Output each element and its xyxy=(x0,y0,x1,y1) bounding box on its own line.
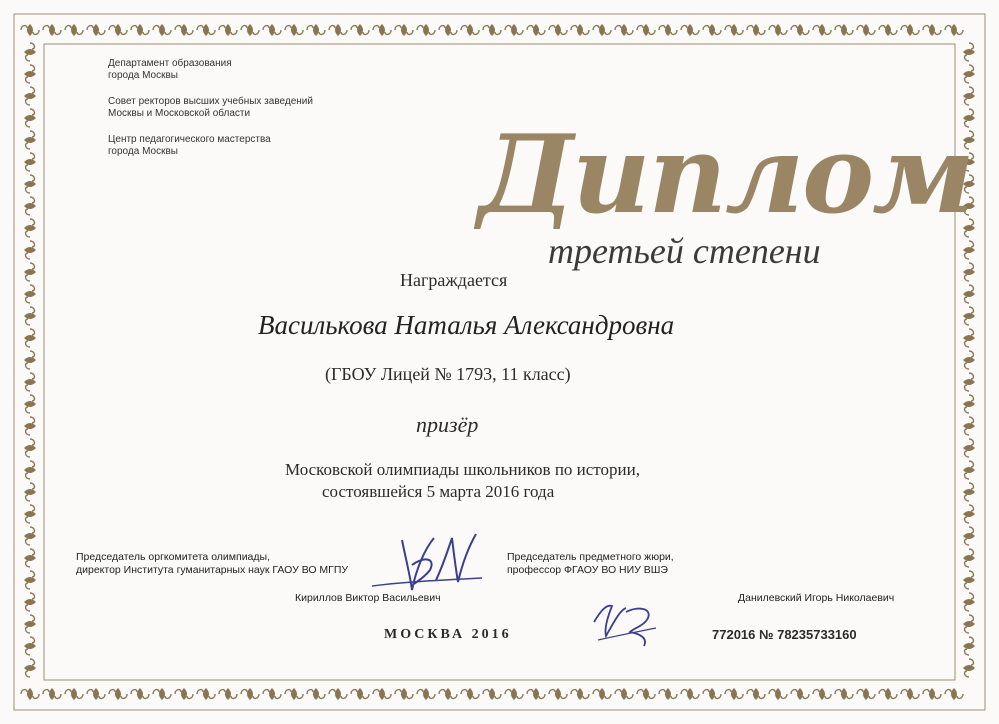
border-motif xyxy=(241,24,259,36)
border-motif xyxy=(43,24,61,36)
role-line: Председатель предметного жюри, xyxy=(507,551,674,563)
border-motif xyxy=(857,24,875,36)
role-line: директор Института гуманитарных наук ГАОУ ВО МГПУ xyxy=(76,564,349,576)
border-motif xyxy=(963,571,975,589)
border-motif xyxy=(241,688,259,700)
border-motif xyxy=(395,24,413,36)
border-motif xyxy=(461,24,479,36)
border-motif xyxy=(615,688,633,700)
border-motif xyxy=(483,24,501,36)
issuer-line: Совет ректоров высших учебных заведений xyxy=(108,96,313,107)
border-motif xyxy=(417,24,435,36)
border-motif xyxy=(879,24,897,36)
border-motif xyxy=(963,593,975,611)
issuer-rectors-council xyxy=(108,96,368,120)
border-motif xyxy=(571,24,589,36)
border-motif xyxy=(329,24,347,36)
border-motif xyxy=(153,24,171,36)
border-motif xyxy=(21,688,39,700)
border-motif xyxy=(963,439,975,457)
issuer-list xyxy=(108,58,368,172)
border-motif xyxy=(835,688,853,700)
border-motif xyxy=(963,461,975,479)
border-motif xyxy=(593,24,611,36)
border-motif xyxy=(725,24,743,36)
issuer-line: Центр педагогического мастерства xyxy=(108,134,271,145)
issuer-dept-education xyxy=(108,58,368,82)
border-motif xyxy=(963,373,975,391)
border-motif xyxy=(703,24,721,36)
border-motif xyxy=(373,688,391,700)
border-motif xyxy=(109,688,127,700)
border-motif xyxy=(879,688,897,700)
right-handwritten-signature xyxy=(586,592,666,652)
role-line: Председатель оргкомитета олимпиады, xyxy=(76,551,270,563)
border-motif xyxy=(24,219,36,237)
border-motif xyxy=(637,688,655,700)
border-motif xyxy=(637,24,655,36)
border-motif xyxy=(901,688,919,700)
diploma-serial-number: 772016 № 78235733160 xyxy=(712,627,857,642)
border-motif xyxy=(87,688,105,700)
border-motif xyxy=(945,688,963,700)
border-motif xyxy=(439,688,457,700)
border-motif xyxy=(963,417,975,435)
border-motif xyxy=(681,24,699,36)
left-signatory-role xyxy=(76,551,348,577)
border-motif xyxy=(175,688,193,700)
border-motif xyxy=(24,263,36,281)
border-motif xyxy=(769,688,787,700)
border-motif xyxy=(21,24,39,36)
border-motif xyxy=(285,688,303,700)
border-motif xyxy=(24,241,36,259)
border-motif xyxy=(351,688,369,700)
border-motif xyxy=(131,24,149,36)
border-motif xyxy=(24,439,36,457)
event-date: состоявшейся 5 марта 2016 года xyxy=(322,482,555,501)
border-motif xyxy=(24,461,36,479)
border-motif xyxy=(417,688,435,700)
border-motif xyxy=(24,637,36,655)
border-motif xyxy=(263,24,281,36)
border-motif xyxy=(963,307,975,325)
border-motif xyxy=(24,373,36,391)
border-motif xyxy=(439,24,457,36)
border-motif xyxy=(65,688,83,700)
border-motif xyxy=(153,688,171,700)
border-motif xyxy=(24,351,36,369)
event-description: Московской олимпиады школьников по истории, xyxy=(285,460,640,479)
border-motif xyxy=(329,688,347,700)
diploma-degree: третьей степени xyxy=(548,231,821,271)
border-motif xyxy=(24,87,36,105)
border-motif xyxy=(24,659,36,677)
border-motif xyxy=(175,24,193,36)
border-motif xyxy=(963,505,975,523)
right-signatory-role xyxy=(507,551,674,577)
border-motif xyxy=(24,285,36,303)
border-motif xyxy=(24,109,36,127)
border-motif xyxy=(963,659,975,677)
border-motif xyxy=(963,241,975,259)
border-motif xyxy=(24,43,36,61)
border-motif xyxy=(791,688,809,700)
border-motif xyxy=(549,24,567,36)
border-motif xyxy=(963,263,975,281)
border-motif xyxy=(307,24,325,36)
border-motif xyxy=(963,549,975,567)
border-motif xyxy=(24,593,36,611)
awarded-label: Награждается xyxy=(400,270,508,290)
border-motif xyxy=(483,688,501,700)
issuer-line: Москвы и Московской области xyxy=(108,108,251,119)
border-motif xyxy=(197,24,215,36)
border-motif xyxy=(131,688,149,700)
left-signatory-name: Кириллов Виктор Васильевич xyxy=(295,592,441,604)
recipient-school: (ГБОУ Лицей № 1793, 11 класс) xyxy=(325,364,571,384)
border-motif xyxy=(549,688,567,700)
border-motif xyxy=(963,65,975,83)
border-motif xyxy=(24,307,36,325)
border-motif xyxy=(963,351,975,369)
border-motif xyxy=(963,483,975,501)
border-motif xyxy=(963,527,975,545)
role-line: профессор ФГАОУ ВО НИУ ВШЭ xyxy=(507,564,668,576)
border-motif xyxy=(593,688,611,700)
border-motif xyxy=(963,395,975,413)
border-motif xyxy=(901,24,919,36)
border-motif xyxy=(835,24,853,36)
city-year: МОСКВА 2016 xyxy=(384,627,512,642)
border-motif xyxy=(659,24,677,36)
border-motif xyxy=(219,24,237,36)
border-motif xyxy=(945,24,963,36)
border-motif xyxy=(351,24,369,36)
border-motif xyxy=(24,483,36,501)
border-motif xyxy=(24,175,36,193)
issuer-line: Департамент образования xyxy=(108,58,232,69)
border-motif xyxy=(963,87,975,105)
border-motif xyxy=(747,688,765,700)
border-motif xyxy=(857,688,875,700)
border-motif xyxy=(681,688,699,700)
issuer-line: города Москвы xyxy=(108,146,178,157)
border-motif xyxy=(963,615,975,633)
border-motif xyxy=(571,688,589,700)
border-motif xyxy=(43,688,61,700)
border-motif xyxy=(307,688,325,700)
border-motif xyxy=(285,24,303,36)
border-motif xyxy=(24,571,36,589)
border-motif xyxy=(813,24,831,36)
recipient-name: Василькова Наталья Александровна xyxy=(258,310,675,340)
border-motif xyxy=(659,688,677,700)
issuer-line: города Москвы xyxy=(108,70,178,81)
border-motif xyxy=(813,688,831,700)
border-motif xyxy=(527,688,545,700)
border-motif xyxy=(24,197,36,215)
border-motif xyxy=(703,688,721,700)
border-motif xyxy=(923,688,941,700)
border-motif xyxy=(505,24,523,36)
border-motif xyxy=(263,688,281,700)
left-handwritten-signature xyxy=(372,520,492,600)
border-motif xyxy=(197,688,215,700)
border-motif xyxy=(87,24,105,36)
border-motif xyxy=(24,329,36,347)
border-motif xyxy=(65,24,83,36)
border-motif xyxy=(769,24,787,36)
border-motif xyxy=(963,637,975,655)
border-motif xyxy=(24,153,36,171)
border-motif xyxy=(963,43,975,61)
border-motif xyxy=(963,285,975,303)
border-motif xyxy=(615,24,633,36)
border-motif xyxy=(24,549,36,567)
border-motif xyxy=(395,688,413,700)
border-motif xyxy=(24,417,36,435)
border-motif xyxy=(24,395,36,413)
diploma-title: Диплом xyxy=(478,112,973,238)
border-motif xyxy=(24,615,36,633)
right-signatory-name: Данилевский Игорь Николаевич xyxy=(738,592,895,604)
border-motif xyxy=(791,24,809,36)
border-motif xyxy=(747,24,765,36)
border-motif xyxy=(24,131,36,149)
border-motif xyxy=(725,688,743,700)
border-motif xyxy=(963,329,975,347)
border-motif xyxy=(461,688,479,700)
border-motif xyxy=(24,65,36,83)
border-motif xyxy=(109,24,127,36)
border-motif xyxy=(24,527,36,545)
border-motif xyxy=(24,505,36,523)
award-status: призёр xyxy=(416,412,479,437)
issuer-pedagogical-center xyxy=(108,134,368,158)
border-motif xyxy=(923,24,941,36)
border-motif xyxy=(219,688,237,700)
border-motif xyxy=(505,688,523,700)
border-motif xyxy=(527,24,545,36)
border-motif xyxy=(373,24,391,36)
